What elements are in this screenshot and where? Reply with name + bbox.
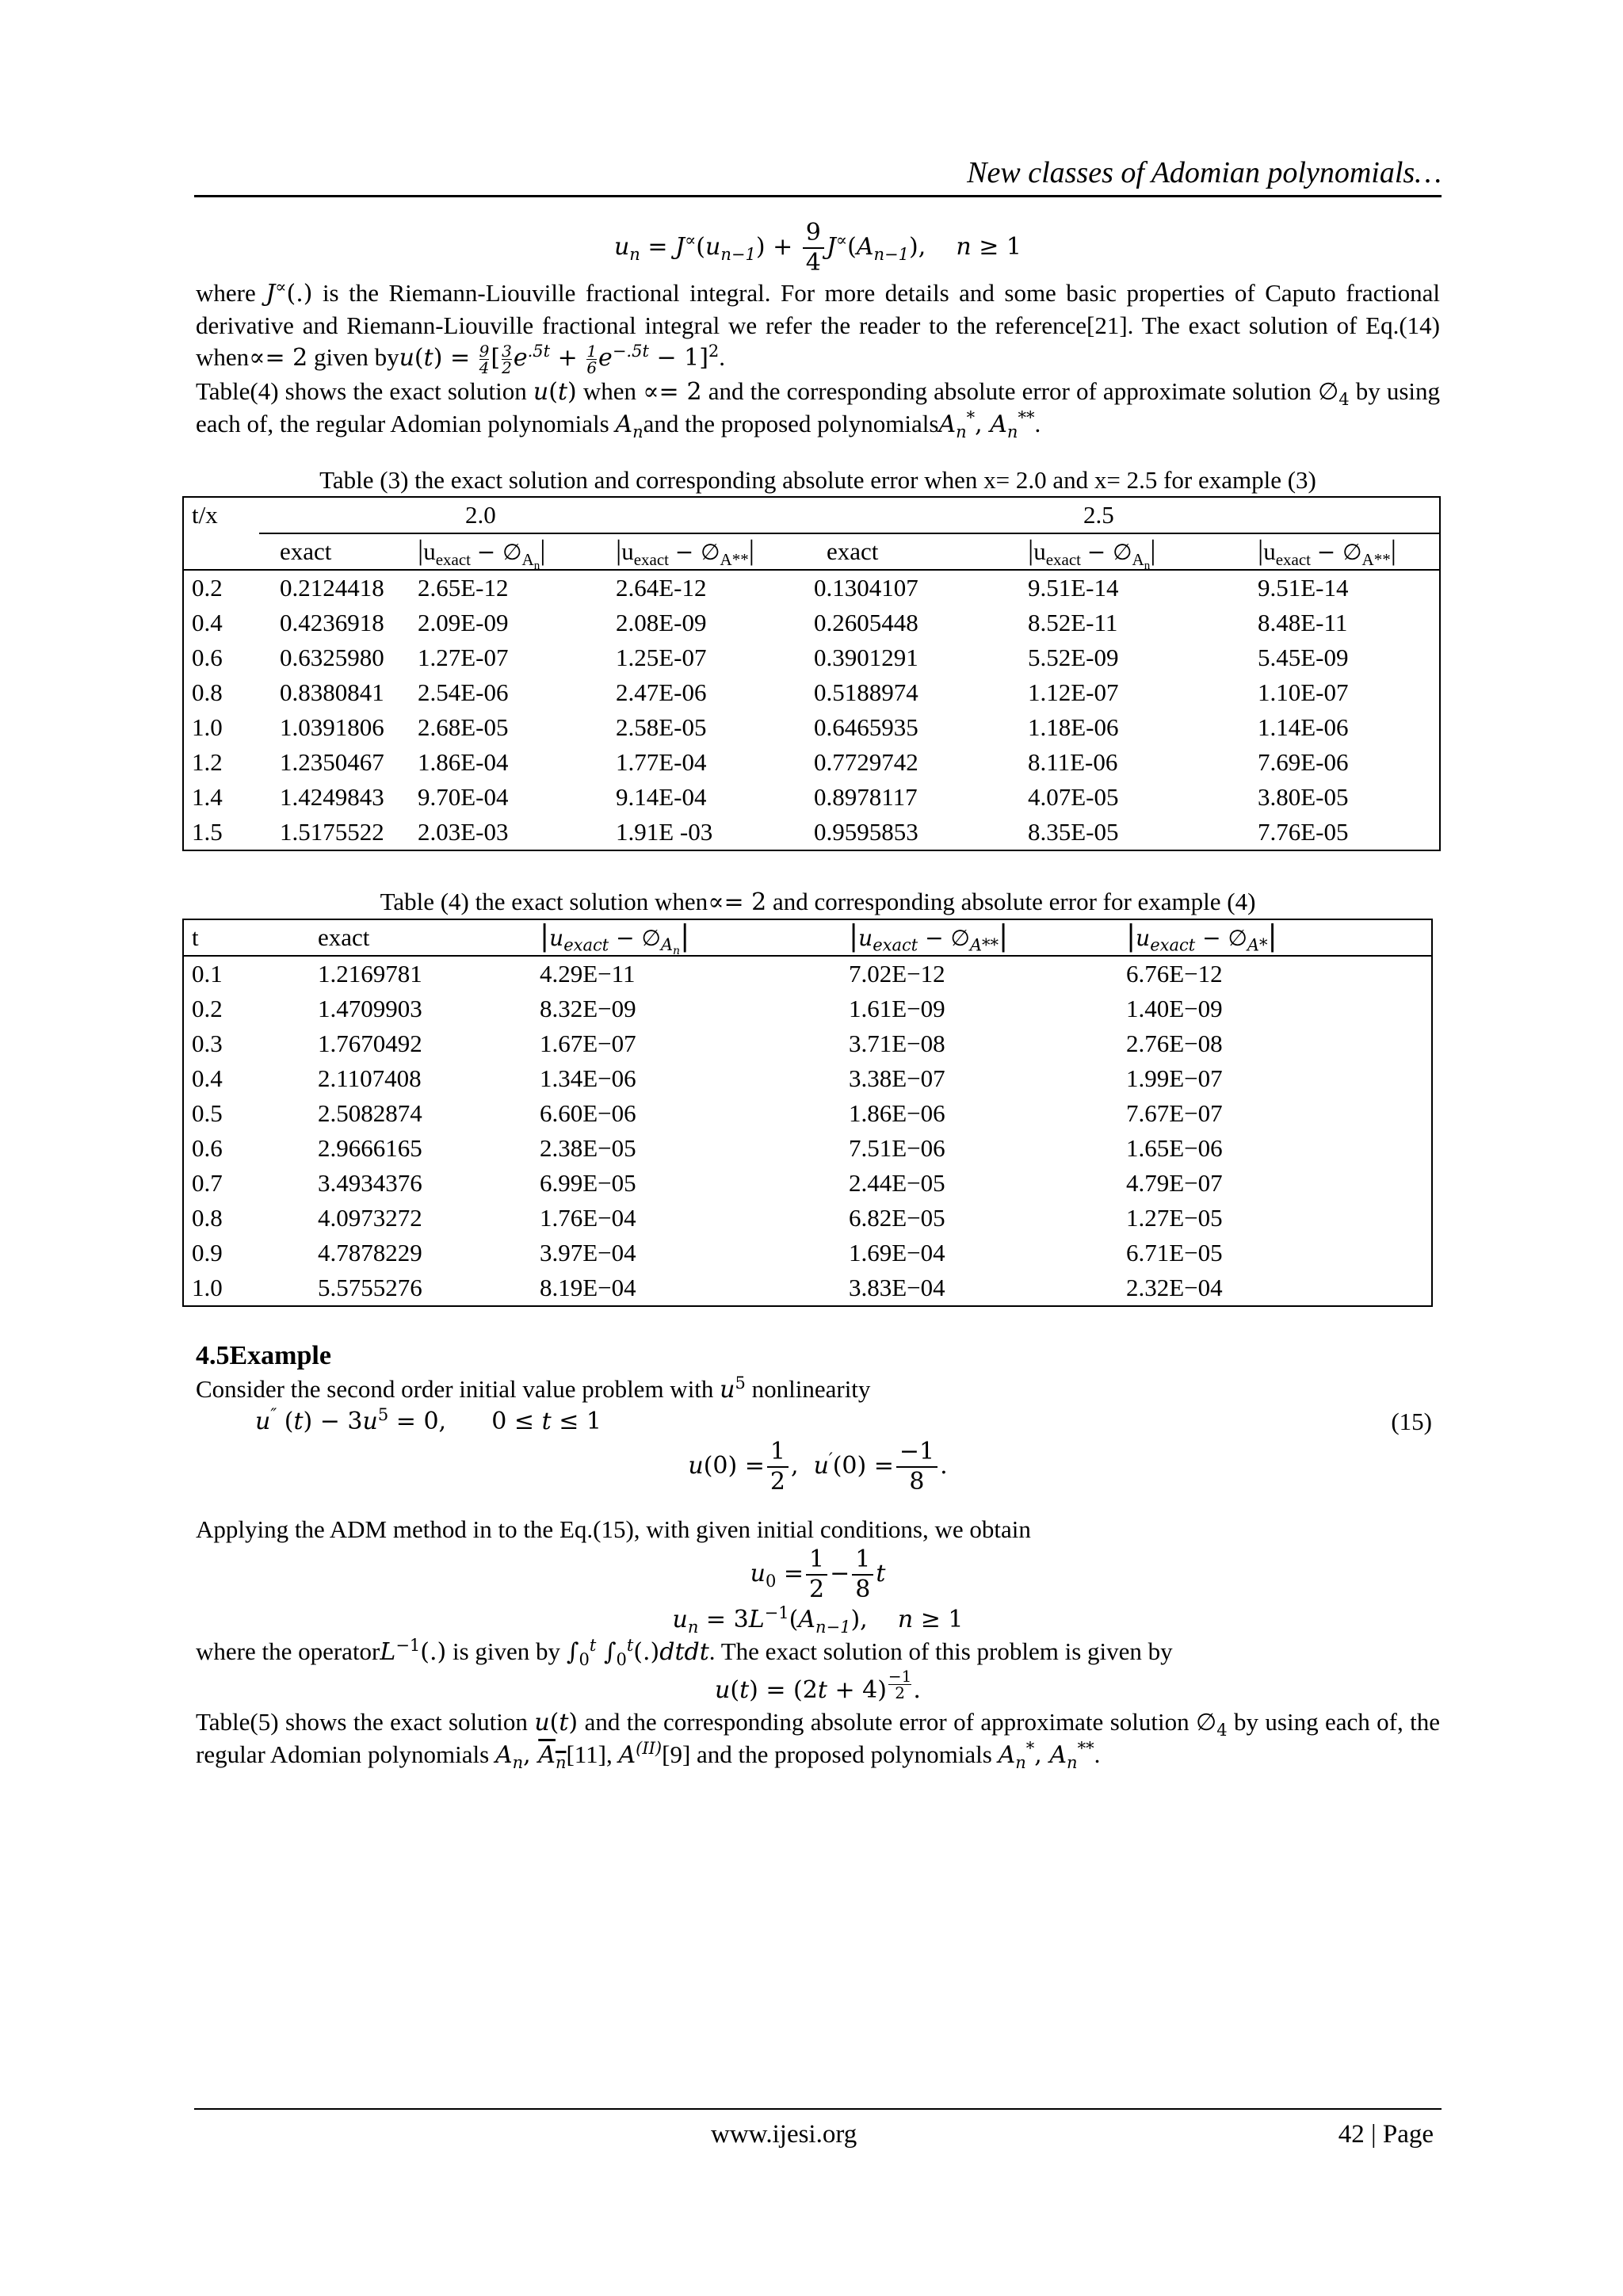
table4-cell: 0.8 bbox=[192, 1203, 223, 1232]
table3-cell: 1.4 bbox=[192, 782, 223, 811]
footer-page-number: 42 | Page bbox=[1338, 2120, 1434, 2149]
table4-row bbox=[183, 1096, 1432, 1131]
table4-cell: 1.65E−06 bbox=[1126, 1133, 1223, 1162]
table4 bbox=[182, 919, 1433, 1307]
table3-row bbox=[183, 780, 1440, 815]
table3-cell: 1.14E-06 bbox=[1258, 712, 1349, 741]
table3-cell: 2.65E-12 bbox=[410, 570, 608, 606]
table4-cell: 5.5755276 bbox=[318, 1273, 422, 1301]
table4-cell: 2.1107408 bbox=[318, 1064, 422, 1092]
table3-cell: 1.2350467 bbox=[280, 747, 384, 776]
table4-caption: Table (4) the exact solution when∝= 2 and corresponding absolute error for example (4) bbox=[380, 887, 1256, 916]
table4-row bbox=[183, 1270, 1432, 1306]
table4-err-astar-header: $|u_{exact}$ − $\emptyset_{A*}|$ bbox=[1126, 919, 1277, 955]
table4-cell: 1.2169781 bbox=[302, 956, 532, 991]
table4-cell: 3.71E−08 bbox=[849, 1029, 945, 1057]
equation-u0: $u_0$ = $\frac{1}{2}$ − $\frac{1}{8}$ t bbox=[750, 1545, 886, 1603]
table3-corner: t/x bbox=[192, 501, 218, 529]
table4-header bbox=[183, 919, 1432, 956]
table4-cell: 0.6 bbox=[192, 1133, 223, 1162]
table4-cell: 1.27E−05 bbox=[1126, 1203, 1223, 1232]
table3-cell: 1.86E-04 bbox=[418, 747, 509, 776]
table3-cell: 8.11E-06 bbox=[1028, 747, 1118, 776]
table3-cell: 2.64E-12 bbox=[608, 570, 806, 606]
table3-cell: 9.70E-04 bbox=[418, 782, 509, 811]
table3-cell: 2.58E-05 bbox=[616, 712, 707, 741]
table3-cell: 0.6 bbox=[192, 643, 223, 671]
table4-row bbox=[183, 1166, 1432, 1201]
table3-cell: 9.51E-14 bbox=[1020, 570, 1250, 606]
table4-cell: 3.4934376 bbox=[318, 1168, 422, 1197]
table3-cell: 8.52E-11 bbox=[1028, 608, 1118, 636]
equation-number: (15) bbox=[1391, 1407, 1432, 1435]
table3-cell: 5.45E-09 bbox=[1258, 643, 1349, 671]
table3-cell: 2.54E-06 bbox=[418, 678, 509, 706]
table3-cell: 1.77E-04 bbox=[616, 747, 707, 776]
table4-cell: 1.67E−07 bbox=[540, 1029, 636, 1057]
table4-row bbox=[183, 956, 1432, 991]
table4-cell: 7.02E−12 bbox=[841, 956, 1118, 991]
table3-cell: 0.5188974 bbox=[814, 678, 918, 706]
table3-cell: 3.80E-05 bbox=[1258, 782, 1349, 811]
table3-cell: 1.10E-07 bbox=[1258, 678, 1349, 706]
table3-cell: 5.52E-09 bbox=[1028, 643, 1119, 671]
table3-exact-header-2: exact bbox=[806, 533, 1020, 570]
table3-row bbox=[183, 815, 1440, 850]
table3-cell: 4.07E-05 bbox=[1028, 782, 1119, 811]
table3-cell: 8.48E-11 bbox=[1258, 608, 1348, 636]
table3-cell: 0.8 bbox=[192, 678, 223, 706]
table4-cell: 4.79E−07 bbox=[1126, 1168, 1223, 1197]
equation-15: u″ $(t) - 3u^5 = 0$, 0 ≤ t ≤ 1 (15) bbox=[196, 1406, 1440, 1438]
table3-cell: 0.6325980 bbox=[280, 643, 384, 671]
operator-definition: where the operatorL$^{-1}$(.) is given by $\int_0^t$ $\int_0^t(.)dtdt$. The exact solution of this problem is given by bbox=[196, 1635, 1173, 1669]
table4-cell: 8.19E−04 bbox=[540, 1273, 636, 1301]
table3-cell: 0.2 bbox=[183, 570, 259, 606]
table4-cell: 2.9666165 bbox=[318, 1133, 422, 1162]
table3-body bbox=[183, 570, 1440, 850]
table4-cell: 0.2 bbox=[192, 994, 223, 1022]
table4-cell: 2.38E−05 bbox=[540, 1133, 636, 1162]
table4-t-header: t bbox=[192, 923, 199, 951]
table3-cell: 0.2605448 bbox=[814, 608, 918, 636]
table3-cell: 0.8380841 bbox=[280, 678, 384, 706]
table4-cell: 1.69E−04 bbox=[849, 1238, 945, 1266]
table3-row bbox=[183, 745, 1440, 780]
table3-row bbox=[183, 710, 1440, 745]
footer-site: www.ijesi.org bbox=[711, 2120, 857, 2149]
header-rule bbox=[194, 195, 1442, 197]
table4-cell: 3.97E−04 bbox=[540, 1238, 636, 1266]
table3-cell: 1.0 bbox=[192, 712, 223, 741]
table4-cell: 0.3 bbox=[192, 1029, 223, 1057]
table3-cell: 7.76E-05 bbox=[1258, 817, 1349, 846]
table4-cell: 2.44E−05 bbox=[849, 1168, 945, 1197]
table4-cell: 0.5 bbox=[192, 1098, 223, 1127]
table4-cell: 1.61E−09 bbox=[849, 994, 945, 1022]
table3-cell: 1.12E-07 bbox=[1028, 678, 1119, 706]
table3-cell: 7.69E-06 bbox=[1258, 747, 1349, 776]
table4-row bbox=[183, 1026, 1432, 1061]
table4-cell: 1.4709903 bbox=[318, 994, 422, 1022]
table3-exact-header: exact bbox=[259, 533, 410, 570]
table3-cell: 2.47E-06 bbox=[616, 678, 707, 706]
table3-cell: 1.0391806 bbox=[280, 712, 384, 741]
table3-cell: 0.3901291 bbox=[814, 643, 918, 671]
table3-cell: 0.8978117 bbox=[814, 782, 918, 811]
footer-rule bbox=[194, 2108, 1442, 2110]
table4-cell: 4.7878229 bbox=[318, 1238, 422, 1266]
table3-cell: 1.27E-07 bbox=[418, 643, 509, 671]
table4-cell: 7.51E−06 bbox=[849, 1133, 945, 1162]
table4-cell: 0.7 bbox=[192, 1168, 223, 1197]
section-heading: 4.5Example bbox=[196, 1340, 331, 1370]
table4-body bbox=[183, 956, 1432, 1306]
table3 bbox=[182, 496, 1441, 851]
table3-group-2-5: 2.5 bbox=[1083, 500, 1114, 529]
table4-cell: 1.40E−09 bbox=[1126, 994, 1223, 1022]
table4-cell: 0.9 bbox=[192, 1238, 223, 1266]
table4-cell: 0.1 bbox=[183, 956, 302, 991]
table4-cell: 1.0 bbox=[192, 1273, 223, 1301]
table3-caption: Table (3) the exact solution and corresponding absolute error when x= 2.0 and x= 2.5 for example (3) bbox=[319, 465, 1316, 494]
table3-err-an-header: $|u_{exact}$ − $\emptyset_{A_n}|$ bbox=[410, 533, 608, 570]
applying-adm-text: Applying the ADM method in to the Eq.(15), with given initial conditions, we obtain bbox=[196, 1515, 1031, 1543]
table3-cell: 8.35E-05 bbox=[1028, 817, 1119, 846]
table4-cell: 3.38E−07 bbox=[849, 1064, 945, 1092]
paragraph-table5: Table(5) shows the exact solution u(t) and the corresponding absolute error of approximate solution $\emptyset_4$ by using each of, the regular Adomian polynomials $A_n$, $A_n[11]$, $A^{(II)}[9]$ and the proposed polynomials $A_n^*$, $A_n^{**}$. bbox=[196, 1707, 1441, 1772]
table4-row bbox=[183, 991, 1432, 1026]
table3-group-header bbox=[183, 497, 1440, 533]
table4-cell: 8.32E−09 bbox=[540, 994, 636, 1022]
table3-cell: 1.5 bbox=[192, 817, 223, 846]
table4-cell: 4.29E−11 bbox=[532, 956, 841, 991]
table4-cell: 3.83E−04 bbox=[849, 1273, 945, 1301]
table3-group-2-0: 2.0 bbox=[465, 500, 496, 529]
table3-cell: 9.51E-14 bbox=[1250, 570, 1440, 606]
table3-row bbox=[183, 606, 1440, 640]
table3-err-a2star-header-2: $|u_{exact}$ − $\emptyset_{A**}|$ bbox=[1250, 533, 1440, 570]
table3-cell: 0.2124418 bbox=[259, 570, 410, 606]
table4-err-a2star-header: $|u_{exact}$ − $\emptyset_{A**}|$ bbox=[849, 919, 1009, 955]
table3-err-a2star-header: $|u_{exact}$ − $\emptyset_{A**}|$ bbox=[608, 533, 806, 570]
table3-cell: 1.5175522 bbox=[280, 817, 384, 846]
table4-row bbox=[183, 1236, 1432, 1270]
initial-conditions: u(0) = $\frac{1}{2}$ , u′(0) = $\frac{-1}{8}$ . bbox=[688, 1437, 948, 1496]
table4-row bbox=[183, 1131, 1432, 1166]
table4-cell: 0.4 bbox=[192, 1064, 223, 1092]
table3-cell: 1.25E-07 bbox=[616, 643, 707, 671]
page-body bbox=[192, 211, 1441, 1772]
table4-cell: 2.5082874 bbox=[318, 1098, 422, 1127]
table4-cell: 2.76E−08 bbox=[1126, 1029, 1223, 1057]
table3-row bbox=[183, 640, 1440, 675]
table4-cell: 1.99E−07 bbox=[1126, 1064, 1223, 1092]
table3-cell: 0.4 bbox=[192, 608, 223, 636]
paragraph-table4-intro: Table(4) shows the exact solution u(t) when ∝= 2 and the corresponding absolute error of approximate solution $\emptyset_4$ by using each of, the regular Adomian polynomials $A_nand$ the proposed polynomialsA$_n$*, $A_n^{**}$. bbox=[196, 376, 1441, 441]
table4-cell: 6.99E−05 bbox=[540, 1168, 636, 1197]
table4-cell: 2.32E−04 bbox=[1126, 1273, 1223, 1301]
table3-row bbox=[183, 570, 1440, 606]
table4-row bbox=[183, 1061, 1432, 1096]
table4-row bbox=[183, 1201, 1432, 1236]
table4-cell: 1.86E−06 bbox=[849, 1098, 945, 1127]
table3-cell: 0.1304107 bbox=[806, 570, 1020, 606]
running-header: New classes of Adomian polynomials… bbox=[967, 156, 1442, 189]
table3-err-an-header-2: $|u_{exact}$ − $\emptyset_{A_n}|$ bbox=[1020, 533, 1250, 570]
table3-cell: 2.09E-09 bbox=[418, 608, 509, 636]
table3-cell: 1.4249843 bbox=[280, 782, 384, 811]
table3-cell: 0.6465935 bbox=[814, 712, 918, 741]
section-intro: Consider the second order initial value problem with $u^5$ nonlinearity bbox=[196, 1373, 871, 1404]
table3-column-header bbox=[183, 533, 1440, 570]
table3-cell: 1.18E-06 bbox=[1028, 712, 1119, 741]
exact-solution: u(t) = (2t + 4) $^{\frac{-1}{2}}$ . bbox=[715, 1666, 921, 1704]
table3-cell: 2.08E-09 bbox=[616, 608, 707, 636]
table4-cell: 1.7670492 bbox=[318, 1029, 422, 1057]
table3-row bbox=[183, 675, 1440, 710]
table4-cell: 6.76E−12 bbox=[1118, 956, 1432, 991]
table3-cell: 1.91E -03 bbox=[616, 817, 713, 846]
table4-err-an-header: $|u_{exact}$ − $\emptyset_{A_n}|$ bbox=[540, 919, 690, 958]
table4-exact-header: exact bbox=[318, 923, 370, 951]
table3-cell: 0.4236918 bbox=[280, 608, 384, 636]
table4-cell: 6.82E−05 bbox=[849, 1203, 945, 1232]
equation-un: $u_n = 3L^{-1}(A_{n-1})$, n ≥ 1 bbox=[672, 1603, 964, 1637]
table3-cell: 9.14E-04 bbox=[616, 782, 707, 811]
table4-cell: 1.34E−06 bbox=[540, 1064, 636, 1092]
table4-cell: 6.71E−05 bbox=[1126, 1238, 1223, 1266]
table3-cell: 1.2 bbox=[192, 747, 223, 776]
table3-cell: 2.68E-05 bbox=[418, 712, 509, 741]
table4-cell: 1.76E−04 bbox=[540, 1203, 636, 1232]
table3-cell: 2.03E-03 bbox=[418, 817, 509, 846]
paragraph-riemann-liouville: where J∝(.) is the Riemann-Liouville fractional integral. For more details and some basic properties of Caputo fractional derivative and Riemann-Liouville fractional integral we refer the reader to the reference[21]. The exact solution of Eq.(14) when∝= 2 given byu(t) = $\frac{9}{4}$ [ $\frac{3}{2}$ $e^{.5t}$ + $\frac{1}{6}$ $e^{-.5t} - 1]^2$. bbox=[196, 277, 1441, 377]
table4-cell: 4.0973272 bbox=[318, 1203, 422, 1232]
table4-cell: 6.60E−06 bbox=[540, 1098, 636, 1127]
table3-cell: 0.9595853 bbox=[814, 817, 918, 846]
table4-cell: 7.67E−07 bbox=[1126, 1098, 1223, 1127]
table3-cell: 0.7729742 bbox=[814, 747, 918, 776]
equation-un-recursion: $u_n = J^\propto(u_{n-1})$ + $\frac{9}{4}$ $J^\propto(A_{n-1})$, n ≥ 1 bbox=[613, 219, 1022, 277]
